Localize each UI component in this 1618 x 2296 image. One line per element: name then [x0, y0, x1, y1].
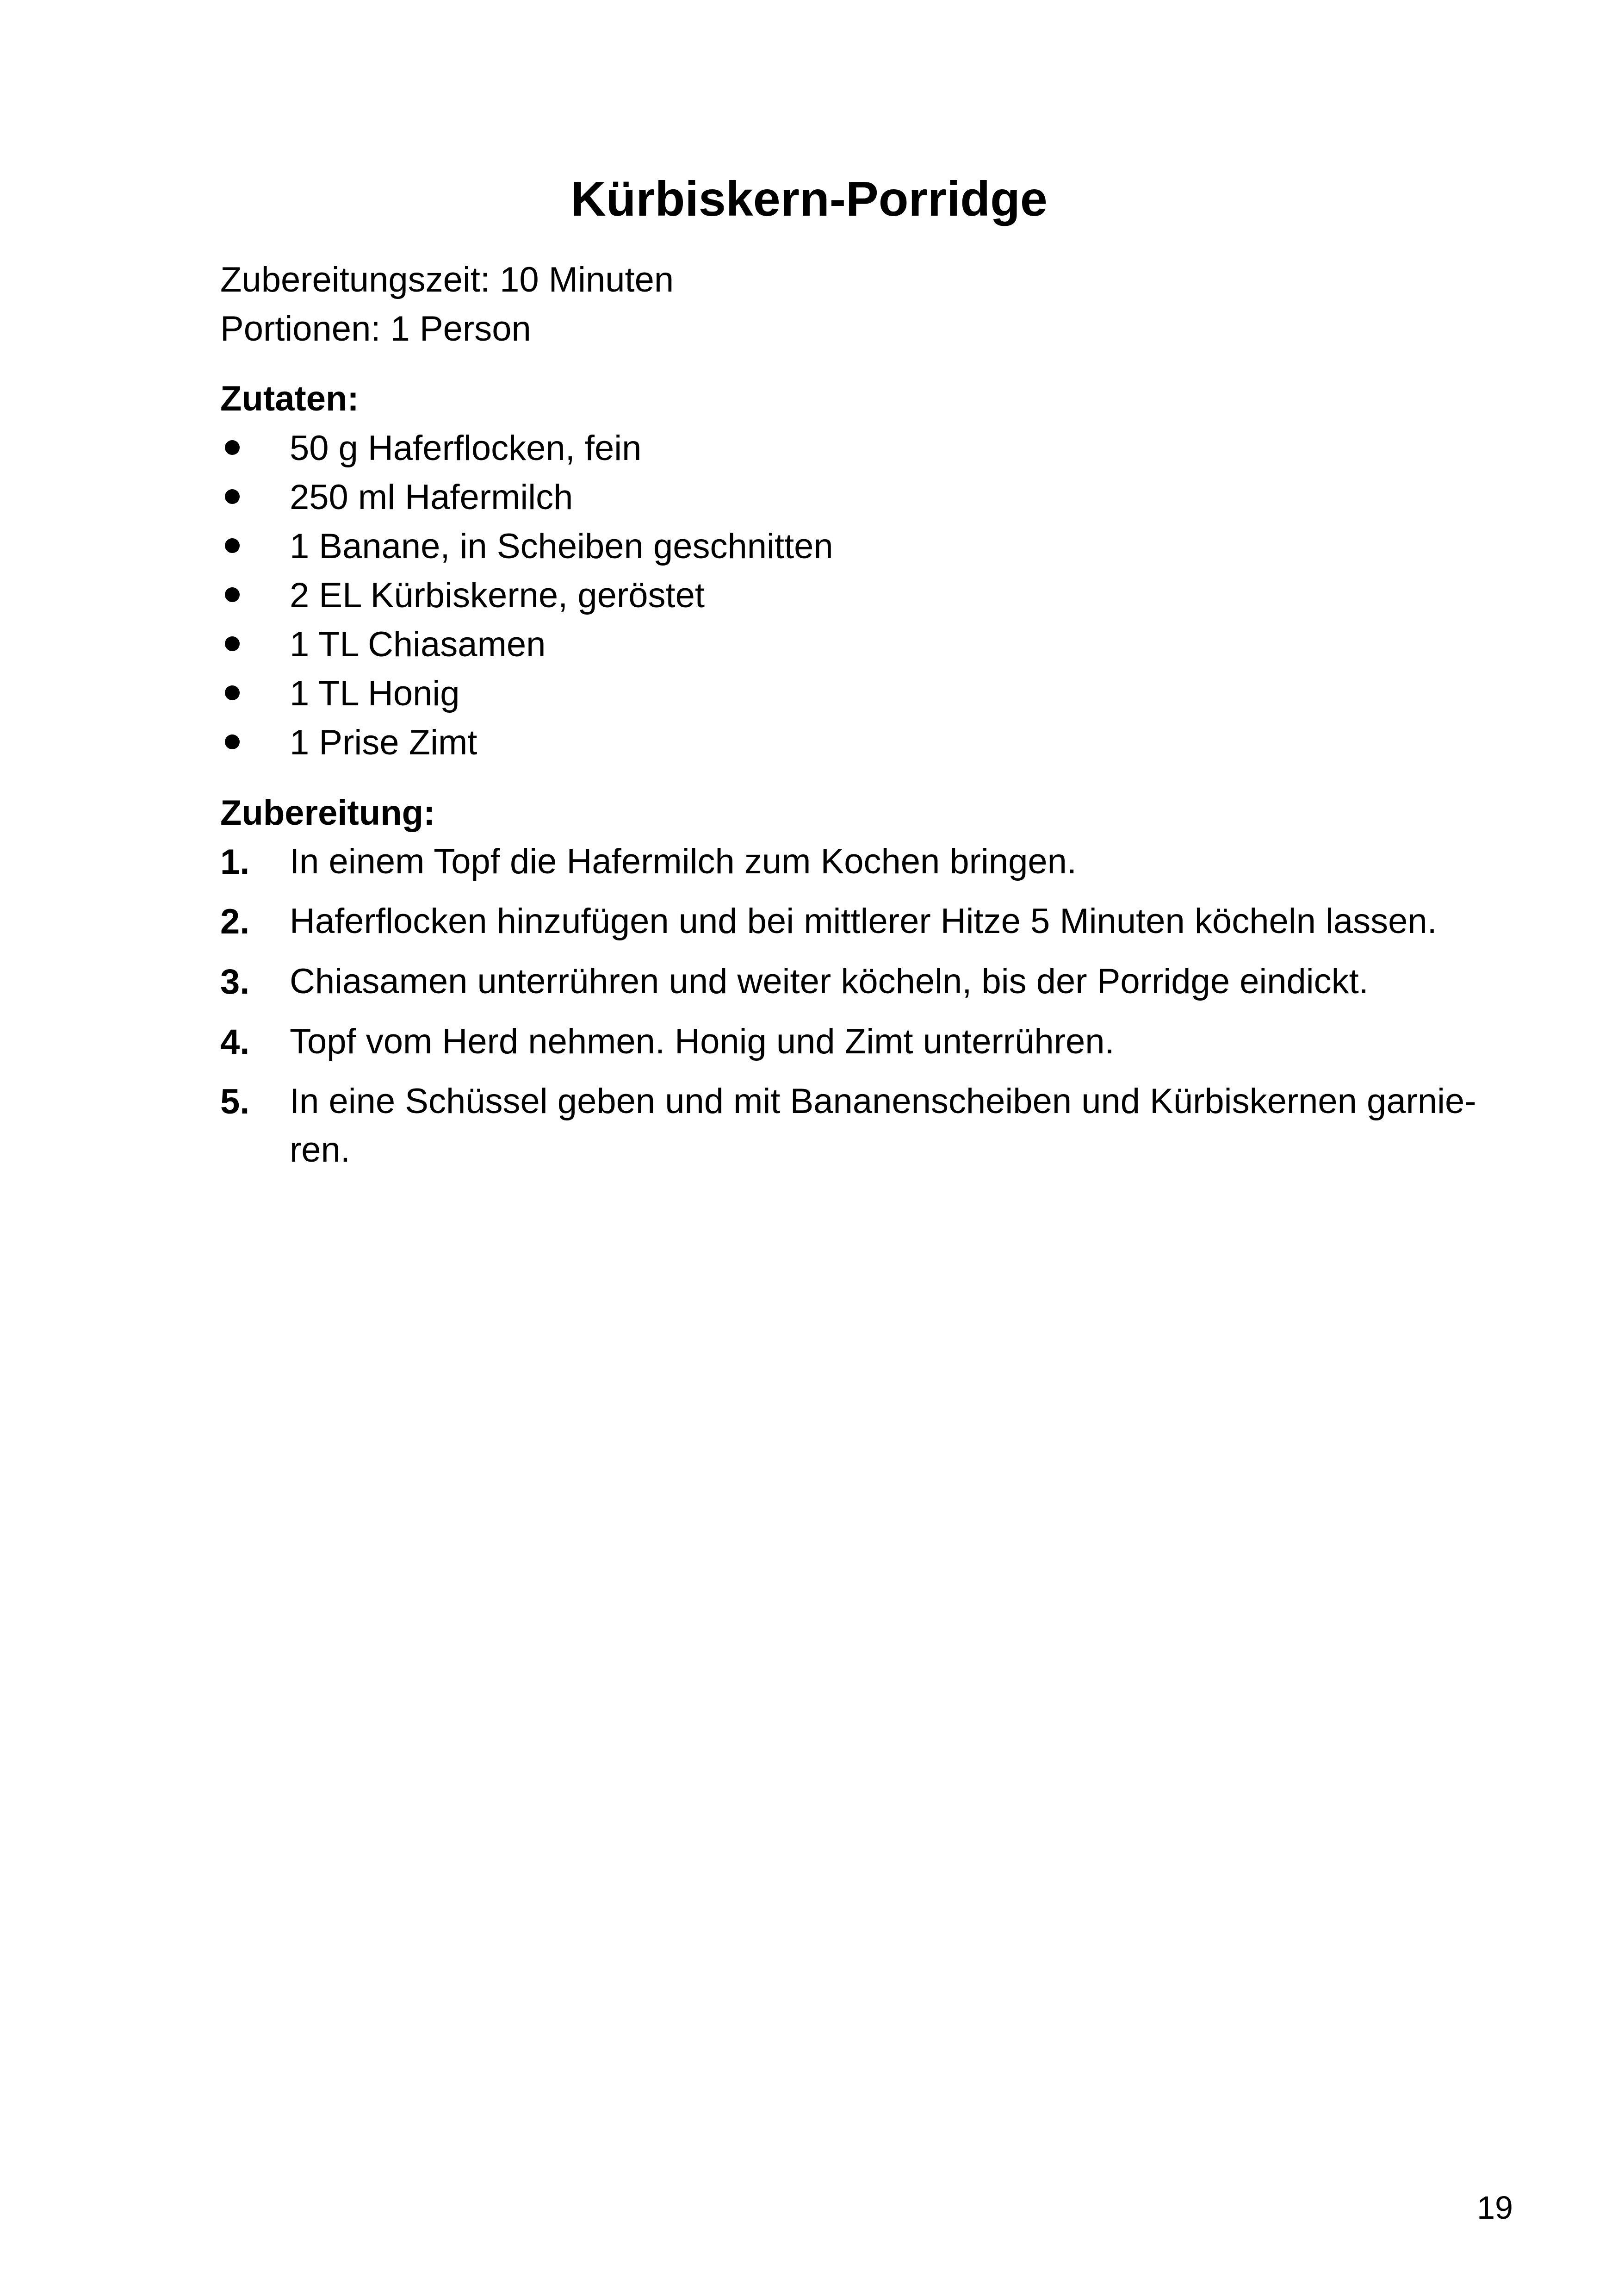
bullet-icon: [225, 734, 240, 749]
step-number: 5.: [220, 1082, 250, 1121]
bullet-icon: [225, 440, 240, 455]
list-item: 50 g Haferflocken, fein: [220, 423, 1516, 473]
step-text: Haferflocken hinzufügen und bei mittlerer Hitze 5 Minuten köcheln lassen.: [290, 902, 1437, 941]
bullet-icon: [225, 538, 240, 553]
page-number: 19: [1477, 2190, 1513, 2226]
step-number: 2.: [220, 902, 250, 941]
step-item: [220, 897, 1516, 947]
step-item: [220, 837, 1516, 887]
step-text: In einem Topf die Hafermilch zum Kochen bringen.: [290, 842, 1077, 881]
step-text: In eine Schüssel geben und mit Bananenscheiben und Kürbiskernen garnie-ren.: [290, 1082, 1476, 1170]
portions: Portionen: 1 Person: [220, 309, 531, 348]
bullet-icon: [225, 489, 240, 504]
step-item: [220, 1077, 1516, 1170]
list-item: 1 TL Honig: [220, 669, 1516, 719]
step-number: 4.: [220, 1022, 250, 1062]
list-item: 250 ml Hafermilch: [220, 473, 1516, 523]
step-item: [220, 957, 1516, 1007]
step-text: Chiasamen unterrühren und weiter köcheln, bis der Porridge eindickt.: [290, 962, 1369, 1001]
bullet-icon: [225, 587, 240, 602]
bullet-icon: [225, 685, 240, 700]
step-number: 3.: [220, 962, 250, 1002]
list-item: 2 EL Kürbiskerne, geröstet: [220, 571, 1516, 621]
preparation-heading: Zubereitung:: [220, 793, 435, 833]
recipe-title: Kürbiskern-Porridge: [570, 172, 1048, 226]
ingredients-heading: Zutaten:: [220, 379, 359, 418]
bullet-icon: [225, 636, 240, 651]
list-item: 1 Prise Zimt: [220, 718, 1516, 768]
step-number: 1.: [220, 842, 250, 882]
preparation-time: Zubereitungszeit: 10 Minuten: [220, 260, 674, 299]
list-item: 1 Banane, in Scheiben geschnitten: [220, 522, 1516, 572]
step-item: [220, 1017, 1516, 1067]
list-item: 1 TL Chiasamen: [220, 620, 1516, 670]
step-text: Topf vom Herd nehmen. Honig und Zimt unterrühren.: [290, 1022, 1115, 1061]
